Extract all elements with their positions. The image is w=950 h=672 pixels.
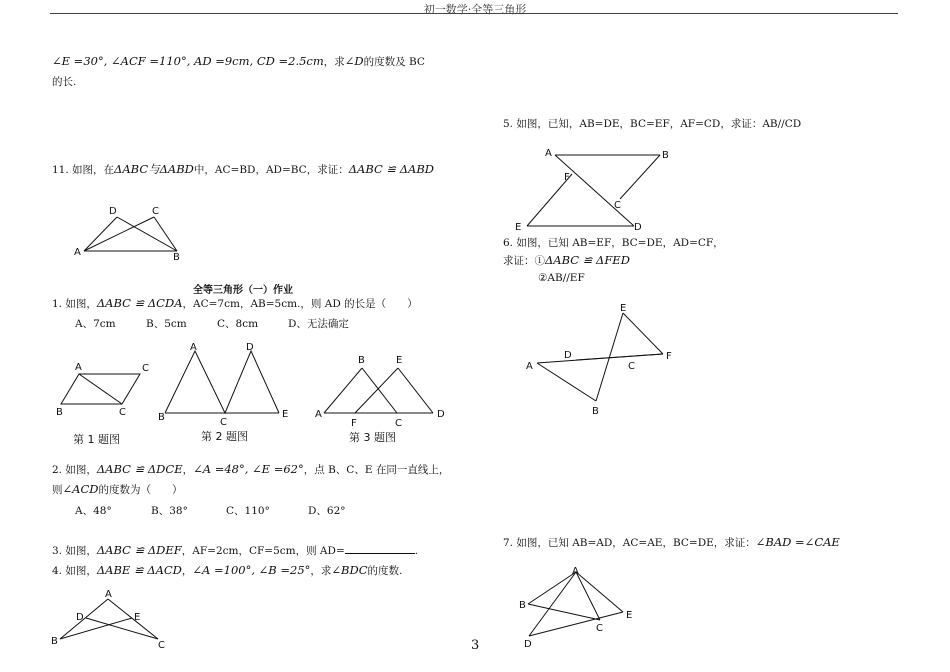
q7-seg-de [529,612,623,636]
q2-mid: ， [182,464,194,476]
fig1-label-a: A [75,362,82,373]
q5-label-f: F [564,172,570,183]
fig2-outline [165,351,279,413]
fig2-label-d: D [246,342,254,353]
q1-option-a: A、7cm [75,318,116,330]
q6-label-e: E [620,303,627,314]
q11-seg-ac [84,217,154,251]
fig3-seg-ab [324,368,362,413]
q5-seg-bc [620,155,660,199]
q5-text: 5. 如图，已知，AB=DE，BC=EF，AF=CD，求证：AB//CD [503,118,802,130]
page-number: 3 [471,638,480,653]
section-title: 全等三角形（一）作业 [193,285,293,296]
q11-label-d: D [109,206,117,217]
q4-end: 的度数. [367,565,403,577]
q6-label-c: C [628,361,635,372]
q5-label-d: D [634,222,642,233]
q7-prefix: 7. 如图，已知 AB=AD，AC=AE，BC=DE，求证： [503,537,756,549]
q2-line2 [52,482,182,497]
q5-label-a: A [545,148,552,159]
fig3-figure [310,350,450,432]
q6-seg-ef [623,313,663,354]
q4-math2: ∠A =100°, ∠B =25° [192,563,311,577]
q6-label-a: A [526,361,533,372]
q7-figure [515,560,640,650]
q11-label-a: A [74,247,81,258]
q7-math: ∠BAD =∠CAE [755,535,840,549]
q6-seg-df [576,354,663,360]
q1-math: ΔABC ≌ ΔCDA [96,296,183,310]
q3-prefix: 3. 如图， [52,545,97,557]
q3-answer-blank[interactable] [345,543,415,554]
fig1-label-c2: C [119,407,126,418]
q10-line1 [52,54,425,69]
fig2-label-a: A [190,342,197,353]
q5-seg-ad [555,155,634,226]
header-rule [50,13,898,14]
q5-label-c: C [614,200,621,211]
q7-seg-ad [529,572,576,636]
q4-math: ΔABE ≌ ΔACD [96,563,182,577]
q3-math: ΔABC ≌ ΔDEF [96,543,182,557]
q10-text-b: 的度数及 BC [363,56,425,68]
q4-seg-ab [60,599,108,639]
q5-label-e: E [515,222,522,233]
q7-seg-ac [576,572,600,620]
fig2-caption: 第 2 题图 [201,430,248,443]
q6-figure [518,297,683,422]
q1-option-d: D、无法确定 [288,318,349,330]
fig3-label-b: B [358,355,365,366]
q2-line2-suffix: 的度数为（ ） [98,484,183,496]
fig1-label-c1: C [142,363,149,374]
q4-label-b: B [51,636,58,647]
q5-label-b: B [662,150,669,161]
q4-label-e: E [134,612,141,623]
q4-seg-ac [108,599,158,639]
q4-suffix: ，求 [310,565,332,577]
q4-figure [48,585,173,672]
q2-line2-math: ∠ACD [62,482,99,496]
q4-prefix: 4. 如图， [52,565,97,577]
fig3-label-d: D [437,409,445,420]
fig3-label-f: F [351,418,357,429]
q6-line2 [503,253,630,268]
q6-line3: ②AB//EF [538,272,585,284]
q2-option-a: A、48° [75,505,112,517]
q11-label-b: B [173,252,180,263]
q2-line2-prefix: 则 [52,484,63,496]
q11-figure [70,200,190,266]
q1-suffix: ，AC=7cm，AB=5cm.，则 AD 的长是（ ） [182,298,418,310]
q7-label-a: A [572,566,579,577]
q3-end: . [414,545,419,557]
fig3-caption: 第 3 题图 [349,431,396,444]
q4-mid: ， [181,565,193,577]
q2-suffix: ，点 B、C、E 在同一直线上， [303,464,450,476]
fig3-seg-ed [398,368,433,413]
q7-label-e: E [626,610,633,621]
q4-label-a: A [105,589,112,600]
q6-label-d: D [564,350,572,361]
fig3-label-e: E [396,355,403,366]
q11-seg-ad [84,217,117,251]
q6-line2-math: ΔABC ≌ ΔFED [545,253,630,267]
fig1-label-b: B [56,407,63,418]
q3-suffix: ，AF=2cm，CF=5cm，则 AD= [181,545,345,557]
fig1-caption: 第 1 题图 [73,433,120,446]
fig1-diagonal [79,374,122,404]
page-header: 初一数学·全等三角形 [423,3,527,16]
q2-option-b: B、38° [151,505,188,517]
q10-math: ∠E =30°, ∠ACF =110°, AD =9cm, CD =2.5cm [52,54,324,68]
q2-math2: ∠A =48°, ∠E =62° [193,462,304,476]
q7-text [503,535,840,550]
q2-prefix: 2. 如图， [52,464,97,476]
q7-seg-ae [576,572,623,612]
q7-seg-bc [528,604,600,620]
q6-line2-prefix: 求证：① [503,255,545,267]
fig2-figure [155,338,295,426]
q5-figure [510,142,680,234]
q11-seg-cb [154,217,177,251]
q11-label-c: C [152,206,159,217]
q6-label-b: B [592,406,599,417]
q6-label-f: F [666,351,672,362]
fig2-label-e: E [282,409,289,420]
q1-option-c: C、8cm [217,318,259,330]
q7-label-c: C [596,623,603,634]
q1-text [52,296,418,311]
fig2-label-c: C [220,417,227,426]
q11-seg-db [117,217,177,251]
q3-text [52,543,418,558]
q6-seg-ab [537,363,596,401]
q1-prefix: 1. 如图， [52,298,97,310]
q11-text [52,162,434,177]
q10-line2: 的长. [52,76,77,88]
q2-option-c: C、110° [226,505,270,517]
fig2-label-b: B [158,412,165,423]
q10-text-a: ，求 [323,56,345,68]
q4-math3: ∠BDC [331,563,368,577]
q1-option-b: B、5cm [146,318,187,330]
fig1-figure [52,358,156,422]
q10-math2: ∠D [344,54,364,68]
q7-label-d: D [524,639,532,650]
fig3-label-c: C [395,418,402,429]
q2-option-d: D、62° [308,505,346,517]
q4-text [52,563,402,578]
q11-prefix: 11. 如图，在 [52,164,115,176]
q2-line1 [52,462,449,477]
q11-mid: 中，AC=BD，AD=BC，求证： [193,164,349,176]
q2-math: ΔABC ≌ ΔDCE [96,462,183,476]
q7-label-b: B [519,600,526,611]
q6-line1: 6. 如图，已知 AB=EF，BC=DE，AD=CF， [503,237,724,249]
q4-label-d: D [76,612,84,623]
q4-label-c: C [158,640,165,651]
fig3-label-a: A [315,409,322,420]
q11-math: ΔABC与ΔABD [114,162,194,176]
q7-seg-ab [528,572,576,604]
q11-math2: ΔABC ≌ ΔABD [348,162,435,176]
